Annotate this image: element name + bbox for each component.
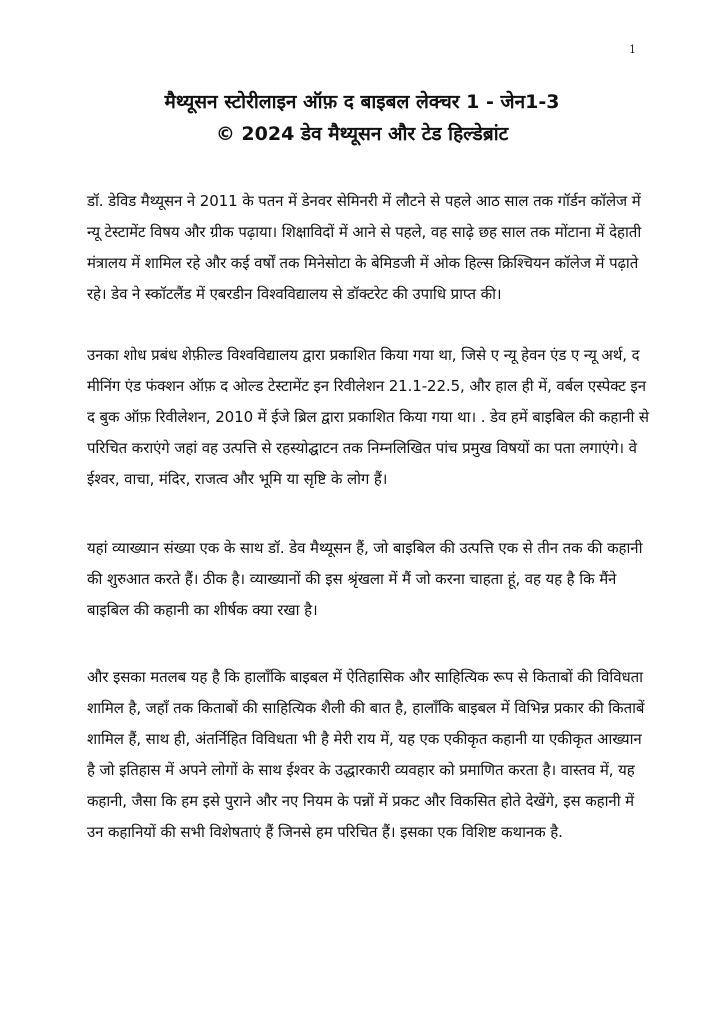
title-line-1: मैथ्यूसन स्टोरीलाइन ऑफ़ द बाइबल लेक्चर 1 - जेन1-3: [164, 91, 560, 113]
paragraph-3: यहां व्याख्यान संख्या एक के साथ डॉ. डेव मैथ्यूसन हैं, जो बाइबिल की उत्पत्ति एक से तीन तक की कहानी की शुरुआत करते हैं। ठीक है। व्याख्यानों की इस श्रृंखला में मैं जो करना चाहता हूं, वह यह है कि मैंने बाइबिल की कहानी का शीर्षक क्या रखा है।: [87, 539, 643, 619]
title-line-2: © 2024 डेव मैथ्यूसन और टेड हिल्डेब्रांट: [215, 123, 509, 145]
paragraph-1: डॉ. डेविड मैथ्यूसन ने 2011 के पतन में डेनवर सेमिनरी में लौटने से पहले आठ साल तक गॉर्डन कॉलेज में न्यू टेस्टामेंट विषय और ग्रीक पढ़ाया। शिक्षाविदों में आने से पहले, वह साढ़े छह साल तक मोंटाना में देहाती मंत्रालय में शामिल रहे और कई वर्षों तक मिनेसोटा के बेमिडजी में ओक हिल्स क्रिश्चियन कॉलेज में पढ़ाते रहे। डेव ने स्कॉटलैंड में एबरडीन विश्वविद्यालय से डॉक्टरेट की उपाधि प्राप्त की।: [87, 192, 642, 303]
page-number: 1: [629, 43, 636, 56]
paragraph-4: और इसका मतलब यह है कि हालाँकि बाइबल में ऐतिहासिक और साहित्यिक रूप से किताबों की विविधता शामिल है, जहाँ तक किताबों की साहित्यिक शैली की बात है, हालाँकि बाइबल में विभिन्न प्रकार की किताबें शामिल हैं, साथ ही, अंतर्निहित विविधता भी है मेरी राय में, यह एक एकीकृत कहानी या एकीकृत आख्यान है जो इतिहास में अपने लोगों के साथ ईश्वर के उद्धारकारी व्यवहार को प्रमाणित करता है। वास्तव में, यह कहानी, जैसा कि हम इसे पुराने और नए नियम के पन्नों में प्रकट और विकसित होते देखेंगे, इस कहानी में उन कहानियों की सभी विशेषताएं हैं जिनसे हम परिचित हैं। इसका एक विशिष्ट कथानक है.: [87, 668, 645, 841]
document-title: [60, 86, 664, 150]
paragraph-2: उनका शोध प्रबंध शेफ़ील्ड विश्वविद्यालय द्वारा प्रकाशित किया गया था, जिसे ए न्यू हेवन एंड ए न्यू अर्थ, द मीनिंग एंड फंक्शन ऑफ़ द ओल्ड टेस्टामेंट इन रिवीलेशन 21.1-22.5, और हाल ही में, वर्बल एस्पेक्ट इन द बुक ऑफ़ रिवीलेशन, 2010 में ईजे ब्रिल द्वारा प्रकाशित किया गया था। . डेव हमें बाइबिल की कहानी से परिचित कराएंगे जहां वह उत्पत्ति से रहस्योद्घाटन तक निम्नलिखित पांच प्रमुख विषयों का पता लगाएंगे। वे ईश्वर, वाचा, मंदिर, राजत्व और भूमि या सृष्टि के लोग हैं।: [87, 346, 649, 488]
document-body: [87, 186, 652, 878]
